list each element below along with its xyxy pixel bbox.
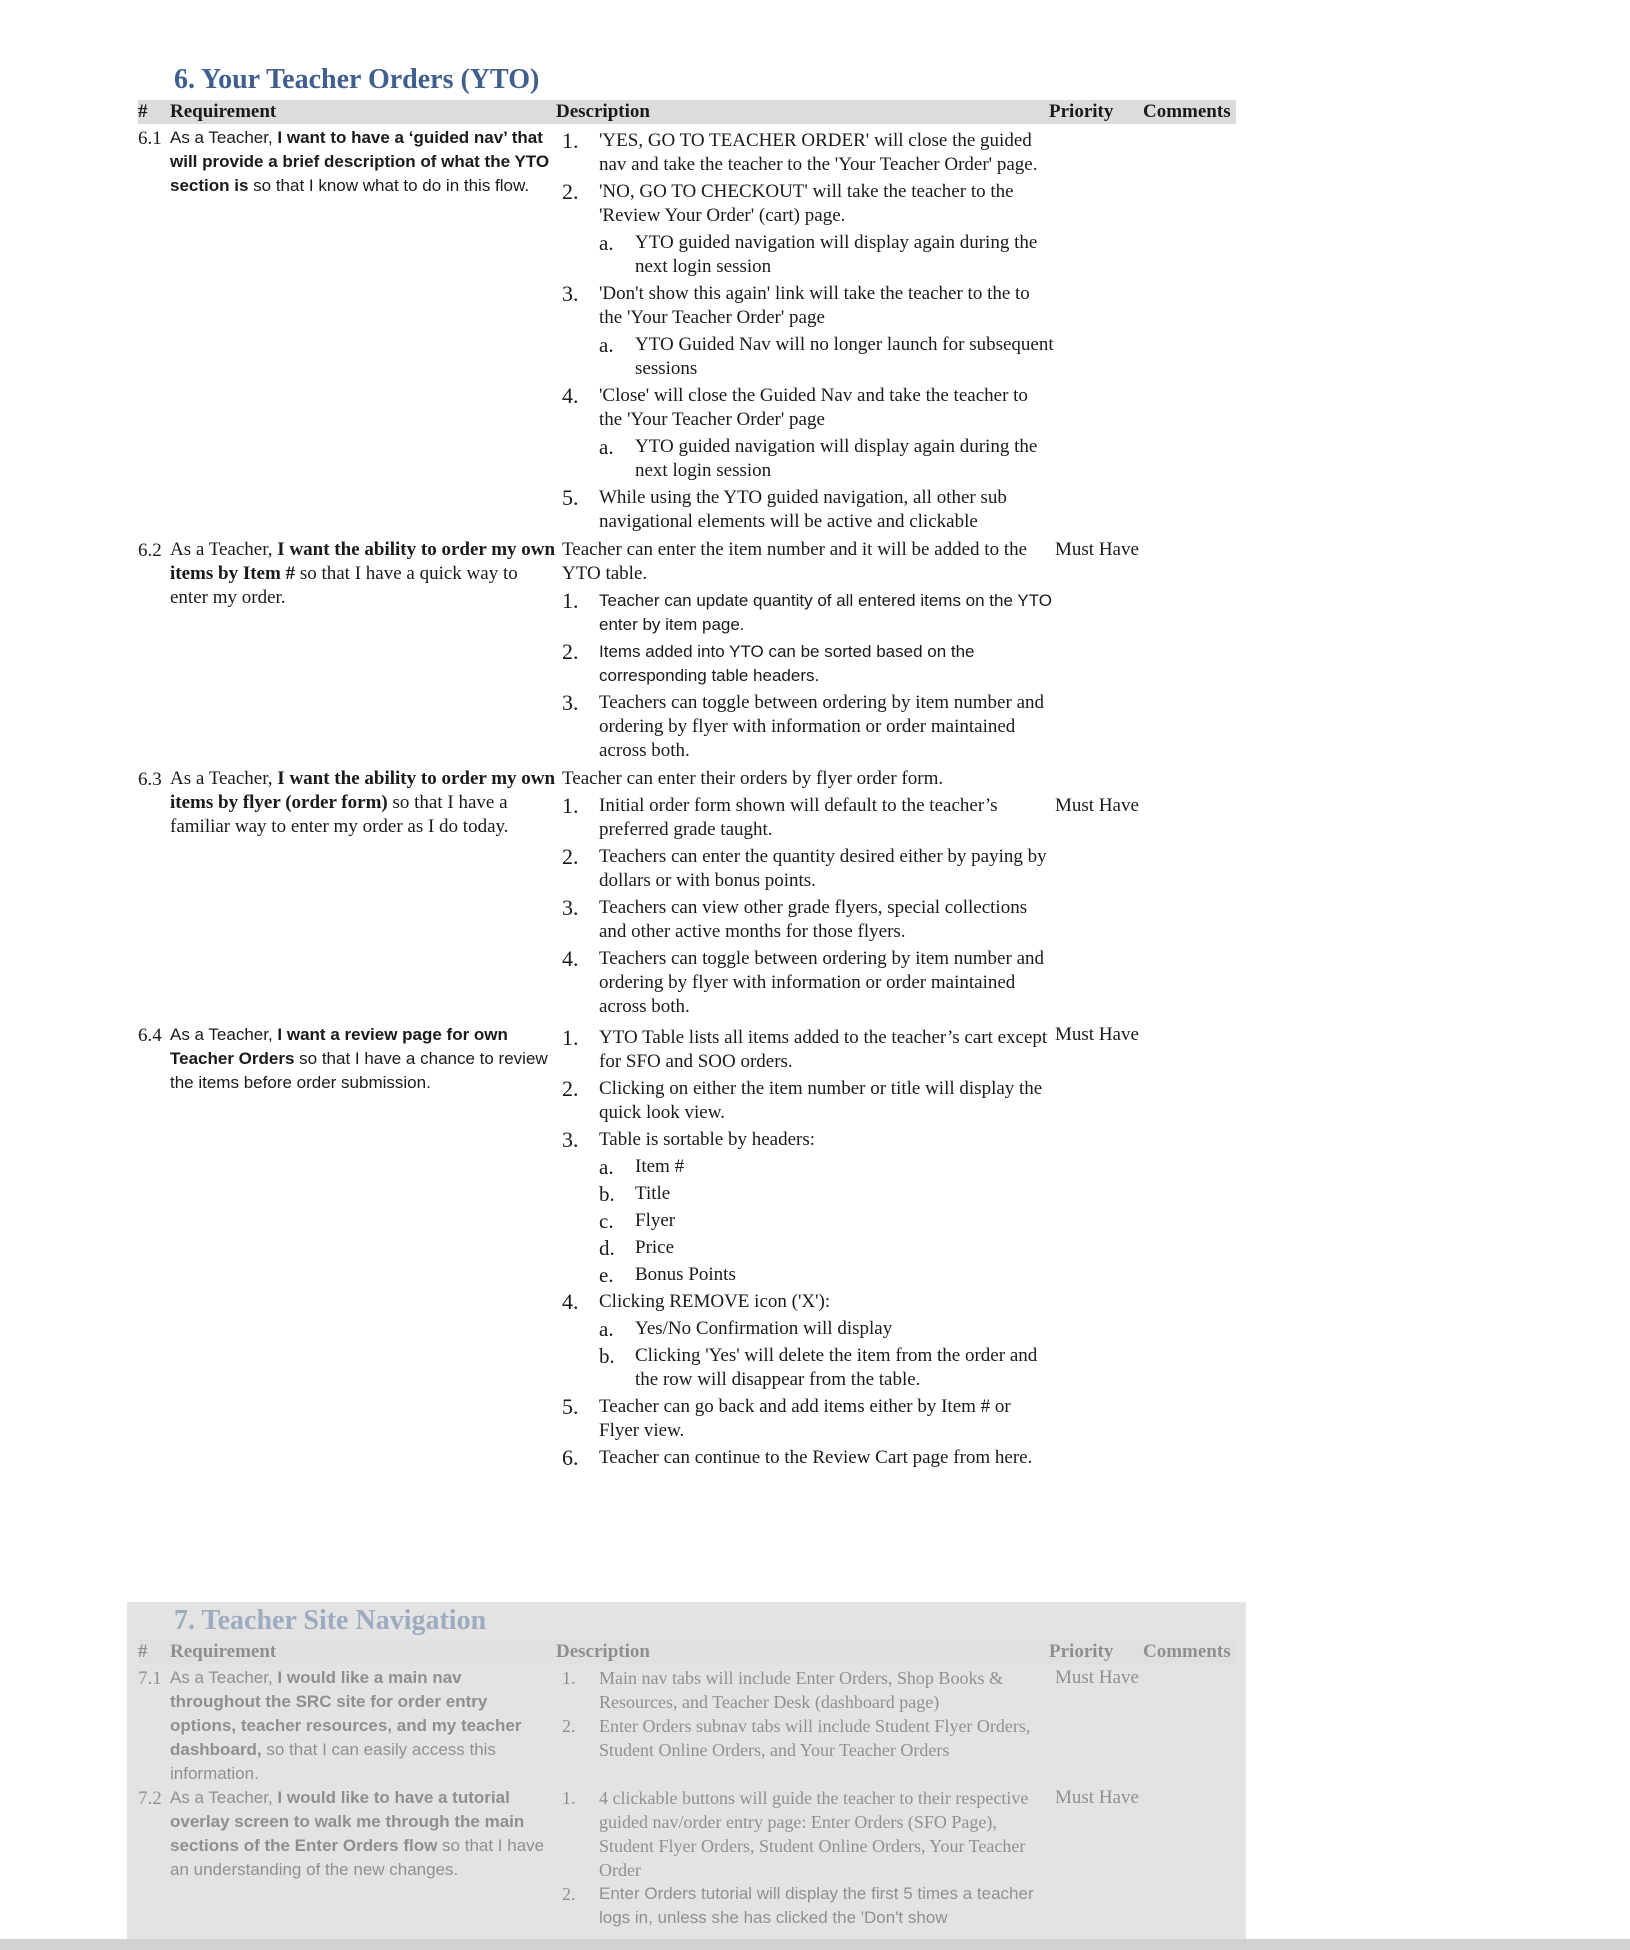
requirement-text [170, 1023, 562, 1095]
requirement-text [170, 538, 562, 610]
table-row [138, 767, 1236, 1019]
sub-list-item: d. Price [599, 1236, 675, 1260]
header-num: # [138, 1641, 148, 1662]
list-item: 3. Table is sortable by headers: a. Item # b. Title c. Flyer d. Price e. Bonus Points [562, 1128, 1055, 1287]
req-prefix: As a Teacher, [170, 768, 278, 789]
list-item: 4. Clicking REMOVE icon ('X'): a. Yes/No Confirmation will display b. Clicking 'Yes' will delete the item from the order and the row will disappear from the table. [562, 1290, 1055, 1392]
table-row [138, 126, 1236, 534]
header-priority: Priority [1049, 1641, 1114, 1662]
req-bold: I want the ability to order my own items by flyer (order form) [170, 768, 556, 813]
header-requirement: Requirement [170, 101, 277, 122]
header-comments: Comments [1143, 1641, 1231, 1662]
description-list [562, 794, 1055, 1019]
requirement-text: As a Teacher, I would like a main nav throughout the SRC site for order entry options, teacher resources, and my teacher dashboard, so that I can easily access this information. [170, 1668, 522, 1783]
description-list [562, 691, 1055, 763]
req-suffix: so that I have a chance to review the items before order submission. [170, 1049, 548, 1092]
section-title: 7. Teacher Site Navigation [174, 1605, 487, 1636]
sub-list-item: c. Flyer [599, 1209, 676, 1233]
list-item: 3. Teachers can toggle between ordering by item number and ordering by flyer with information or order maintained across both. [562, 690, 1044, 761]
row-number: 7.1 [138, 1668, 162, 1689]
priority: Must Have [1055, 1787, 1139, 1808]
list-item: 1. Initial order form shown will default to the teacher’s preferred grade taught. [562, 793, 998, 840]
req-bold: I want to have a ‘guided nav’ that will provide a brief description of what the YTO section is [170, 128, 550, 195]
row-number: 6.1 [138, 128, 162, 149]
sub-list-item: b. Clicking 'Yes' will delete the item from the order and the row will disappear from the table. [599, 1344, 1038, 1390]
list-item: 1. Main nav tabs will include Enter Orders, Shop Books & Resources, and Teacher Desk (dashboard page) [562, 1668, 1003, 1712]
priority: Must Have [1055, 1667, 1139, 1688]
table-row [138, 1666, 1236, 1786]
list-item: 1. 'YES, GO TO TEACHER ORDER' will close the guided nav and take the teacher to the 'Your Teacher Order' page. [562, 128, 1038, 175]
header-priority: Priority [1049, 101, 1114, 122]
priority: Must Have [1055, 1024, 1139, 1045]
priority: Must Have [1055, 795, 1139, 816]
req-suffix: so that I have a familiar way to enter my order as I do today. [170, 792, 509, 837]
header-description: Description [556, 101, 650, 122]
description [562, 1666, 1055, 1762]
sub-list-item: a. Yes/No Confirmation will display [599, 1317, 893, 1341]
list-item: 6. Teacher can continue to the Review Cart page from here. [562, 1445, 1033, 1470]
header-comments: Comments [1143, 101, 1231, 122]
table-row [138, 538, 1236, 763]
description-list [562, 129, 1055, 534]
list-item: 4. Teachers can toggle between ordering by item number and ordering by flyer with information or order maintained across both. [562, 946, 1044, 1017]
section-title: 6. Your Teacher Orders (YTO) [174, 64, 540, 95]
list-item: 2. Enter Orders tutorial will display the first 5 times a teacher logs in, unless she has clicked the 'Don't show [562, 1884, 1034, 1927]
list-item: 2. Items added into YTO can be sorted based on the corresponding table headers. [562, 639, 975, 685]
description-list [562, 1026, 1055, 1470]
requirements-table [138, 1640, 1236, 1930]
description-intro: Teacher can enter their orders by flyer order form. [562, 768, 944, 789]
sub-list-item: e. Bonus Points [599, 1263, 736, 1287]
requirements-table [138, 100, 1236, 1470]
description [562, 767, 1055, 1019]
table-row [138, 1786, 1236, 1930]
sub-list-item: a. YTO guided navigation will display again during the next login session [599, 231, 1038, 277]
list-item: 4. 'Close' will close the Guided Nav and take the teacher to the 'Your Teacher Order' page a. YTO guided navigation will display again during the next login session [562, 384, 1055, 483]
list-item: 2. Clicking on either the item number or title will display the quick look view. [562, 1076, 1043, 1123]
requirement-text [170, 767, 562, 839]
header-description: Description [556, 1641, 650, 1662]
list-item: 3. 'Don't show this again' link will take the teacher to the to the 'Your Teacher Order' page a. YTO Guided Nav will no longer launch for subsequent sessions [562, 281, 1054, 379]
sub-list-item: b. Title [599, 1182, 671, 1206]
req-prefix: As a Teacher, [170, 539, 278, 560]
req-prefix: As a Teacher, [170, 1025, 278, 1044]
req-prefix: As a Teacher, [170, 128, 278, 147]
sub-list-item: a. Item # [599, 1155, 685, 1179]
sub-list-item: a. YTO guided navigation will display again during the next login session [599, 435, 1038, 481]
header-requirement: Requirement [170, 1641, 277, 1662]
row-number: 6.3 [138, 769, 162, 790]
table-row [138, 1023, 1236, 1470]
req-bold: I want a review page for own Teacher Orders [170, 1025, 508, 1068]
list-item: 3. Teachers can view other grade flyers, special collections and other active months for those flyers. [562, 895, 1028, 942]
req-suffix: so that I know what to do in this flow. [248, 176, 530, 195]
description-intro: Teacher can enter the item number and it will be added to the YTO table. [562, 539, 1028, 584]
requirement-text [170, 126, 562, 198]
description [562, 126, 1055, 534]
table-header [138, 1640, 1236, 1664]
description-list [562, 589, 1055, 688]
header-num: # [138, 101, 148, 122]
row-number: 7.2 [138, 1788, 162, 1809]
sub-list-item: a. YTO Guided Nav will no longer launch for subsequent sessions [599, 333, 1054, 379]
list-item: 5. Teacher can go back and add items either by Item # or Flyer view. [562, 1394, 1011, 1441]
description [562, 1023, 1055, 1470]
row-number: 6.2 [138, 540, 162, 561]
list-item: 1. Teacher can update quantity of all entered items on the YTO enter by item page. [562, 588, 1052, 634]
list-item: 5. While using the YTO guided navigation, all other sub navigational elements will be active and clickable [562, 485, 1007, 532]
list-item: 1. YTO Table lists all items added to the teacher’s cart except for SFO and SOO orders. [562, 1025, 1048, 1072]
requirement-text: As a Teacher, I would like to have a tutorial overlay screen to walk me through the main sections of the Enter Orders flow so that I have an understanding of the new changes. [170, 1788, 545, 1879]
page-bottom-edge [0, 1939, 1630, 1950]
list-item: 2. Teachers can enter the quantity desired either by paying by dollars or with bonus points. [562, 844, 1047, 891]
table-header [138, 100, 1236, 124]
priority: Must Have [1055, 539, 1139, 560]
req-bold: I want the ability to order my own items by Item # [170, 539, 556, 584]
list-item: 2. 'NO, GO TO CHECKOUT' will take the teacher to the 'Review Your Order' (cart) page. a. YTO guided navigation will display again during the next login session [562, 180, 1055, 279]
row-number: 6.4 [138, 1025, 162, 1046]
list-item: 2. Enter Orders subnav tabs will include Student Flyer Orders, Student Online Orders, and Your Teacher Orders [562, 1716, 1031, 1760]
list-item: 1. 4 clickable buttons will guide the teacher to their respective guided nav/order entry page: Enter Orders (SFO Page), Student Flyer Orders, Student Online Orders, Your Teacher Order [562, 1788, 1029, 1880]
req-suffix: so that I have a quick way to enter my order. [170, 563, 518, 608]
description [562, 1786, 1055, 1930]
description [562, 538, 1055, 763]
